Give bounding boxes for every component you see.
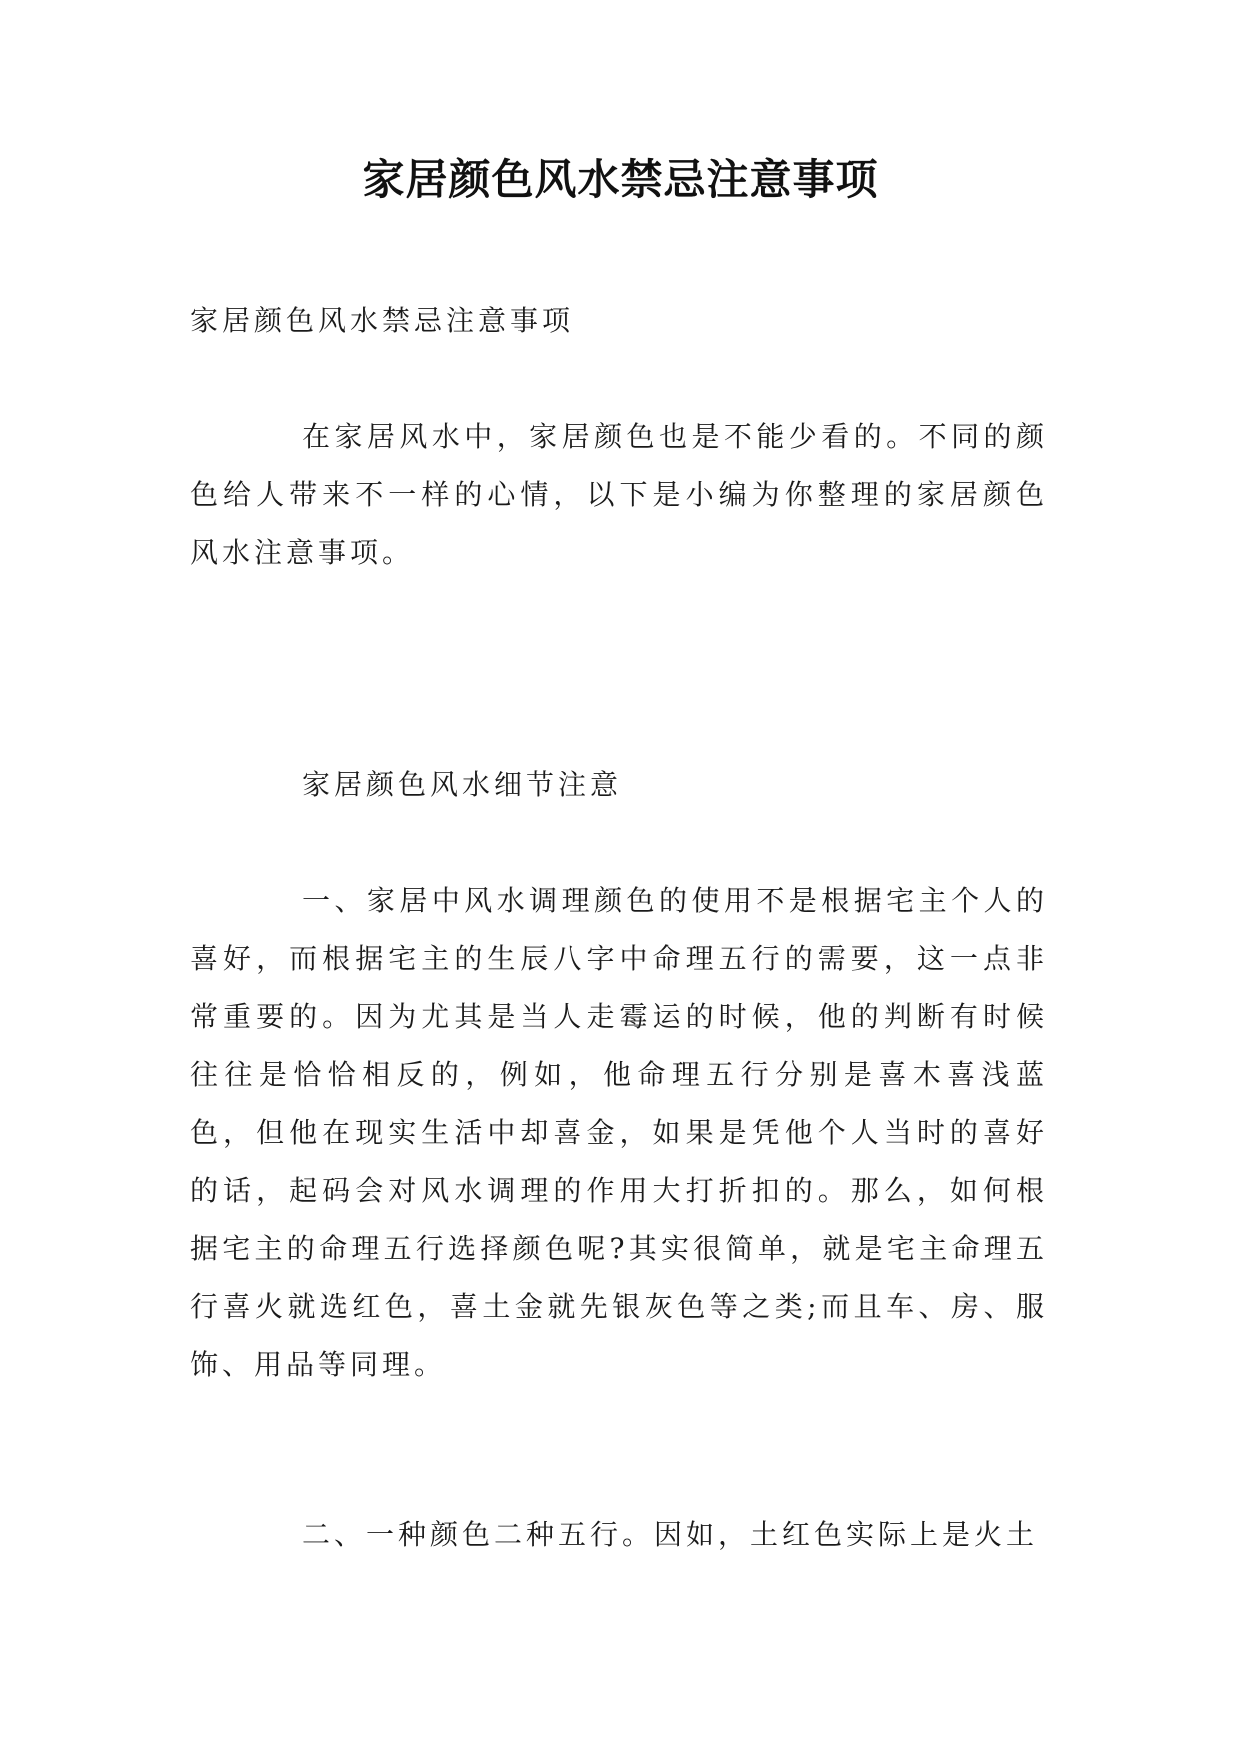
spacer xyxy=(190,814,1048,872)
document-subtitle: 家居颜色风水禁忌注意事项 xyxy=(190,304,575,337)
intro-paragraph: 在家居风水中，家居颜色也是不能少看的。不同的颜色给人带来不一样的心情，以下是小编为你整理的家居颜色风水注意事项。 xyxy=(190,420,1048,569)
document-title: 家居颜色风水禁忌注意事项 xyxy=(362,155,879,204)
body-paragraph-1: 一、家居中风水调理颜色的使用不是根据宅主个人的喜好，而根据宅主的生辰八字中命理五行的需要，这一点非常重要的。因为尤其是当人走霉运的时候，他的判断有时候往往是恰恰相反的，例如，他命理五行分别是喜木喜浅蓝色，但他在现实生活中却喜金，如果是凭他个人当时的喜好的话，起码会对风水调理的作用大打折扣的。那么，如何根据宅主的命理五行选择颜色呢?其实很简单，就是宅主命理五行喜火就选红色，喜土金就先银灰色等之类;而且车、房、服饰、用品等同理。 xyxy=(190,884,1048,1381)
body-paragraph-2: 二、一种颜色二种五行。因如，土红色实际上是火土 xyxy=(302,1518,1039,1551)
spacer xyxy=(190,582,1048,756)
section-heading: 家居颜色风水细节注意 xyxy=(302,768,623,801)
document-body xyxy=(190,292,1048,1564)
spacer xyxy=(190,1394,1048,1506)
spacer xyxy=(190,350,1048,408)
